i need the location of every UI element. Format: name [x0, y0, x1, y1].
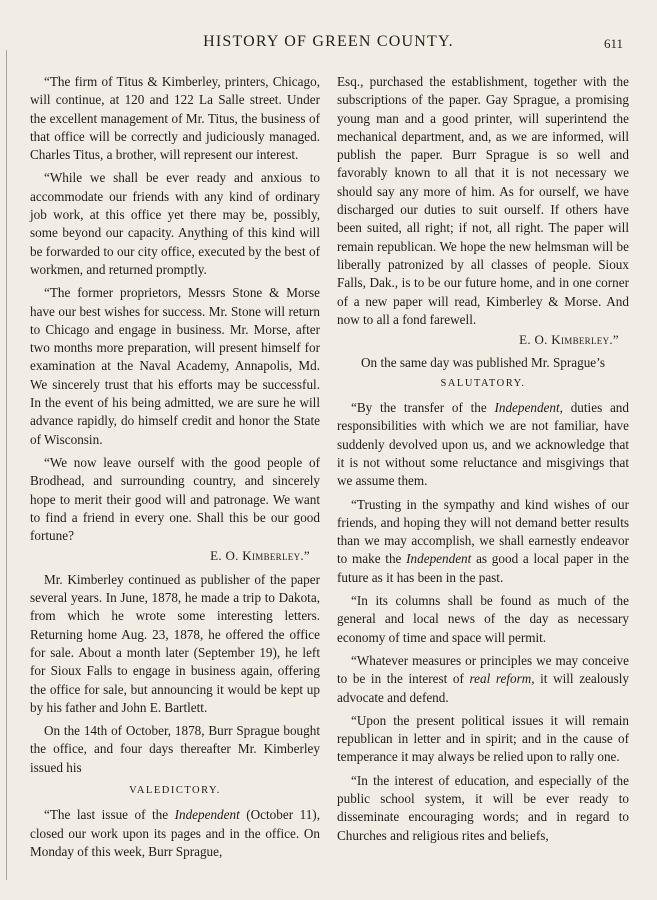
- paragraph: [30, 806, 320, 861]
- text-run: as good a local paper in the future as it has been in the past.: [337, 551, 629, 585]
- left-column: [30, 73, 320, 866]
- italic-title: Independent: [494, 400, 560, 416]
- paragraph: [337, 399, 629, 490]
- italic-title: Independent: [406, 551, 472, 567]
- paragraph: “The firm of Titus & Kimberley, printers, Chicago, will continue, at 120 and 122 La Salle street. Under the excellent management of Mr. Titus, the business of that office will be correctly and judiciously managed. Charles Titus, a brother, will represent our interest.: [30, 74, 320, 163]
- text-run: (October 11), closed our work upon its pages and in the office. On Monday of this week, Burr Sprague,: [30, 807, 320, 859]
- paragraph: “In its columns shall be found as much of the general and local news of the day as necessary economy of time and space will permit.: [337, 593, 629, 645]
- paragraph: On the 14th of October, 1878, Burr Sprague bought the office, and four days thereafter Mr. Kimberley issued his: [30, 723, 320, 775]
- paragraph: Mr. Kimberley continued as publisher of the paper several years. In June, 1878, he made a trip to Dakota, from which he wrote some interesting letters. Returning home Aug. 23, 1878, he offered the office for sale. About a month later (September 19), he left for Sioux Falls to engage in business again, offering the office for sale, but announcing it would be kept up by his father and John E. Bartlett.: [30, 571, 320, 715]
- paragraph: “Upon the present political issues it will remain republican in letter and in spirit; and in the cause of temperance it may always be relied upon to rally one.: [337, 712, 629, 765]
- signature: E. O. Kimberley.”: [519, 332, 619, 348]
- paragraph: “While we shall be ever ready and anxious to accommodate our friends with any kind of ordinary job work, at this office yet there may be, possibly, some beyond our capacity. Anything of this kind will be forwarded to our city office, executed by the best of workmen, and returned promptly.: [30, 170, 320, 277]
- text-run: “By the transfer of the: [351, 400, 495, 416]
- paragraph: On the same day was published Mr. Sprague’s: [361, 355, 605, 371]
- italic-title: Independent: [174, 807, 240, 823]
- italic-phrase: real reform: [469, 671, 532, 687]
- page-header: [0, 33, 657, 57]
- paragraph: “In the interest of education, and especially of the public school system, it will be ever ready to disseminate encouraging words; and in regard to Churches and religious rites and beliefs,: [337, 772, 629, 843]
- paragraph: “We now leave ourself with the good people of Brodhead, and surrounding country, and sincerely hope to merit their good will and patronage. We want to find a friend in every one. Shall this be our good fortune?: [30, 454, 320, 544]
- paragraph: [337, 652, 629, 707]
- paragraph: “The former proprietors, Messrs Stone & Morse have our best wishes for success. Mr. Stone will return to Chicago and engage in business. Mr. Morse, after two months more preparation, will present himself for examination at the Naval Academy, Annapolis, Md. We sincerely trust that his efforts may be successful. In the event of his being admitted, we are sure he will advance rapidly, do himself credit and honor the State of Wisconsin.: [30, 285, 320, 447]
- signature: E. O. Kimberley.”: [210, 548, 310, 564]
- running-title: HISTORY OF GREEN COUNTY.: [203, 33, 454, 50]
- paragraph: Esq., purchased the establishment, together with the subscriptions of the paper. Gay Sprague, a promising young man and a good printer, will superintend the mechanical department, and, as we are informed, will publish the paper. Burr Sprague is so well and favorably known to all that it is not necessary we should say any more of him. As for ourself, we have discharged our duties to suit ourself. If others have been suited, all right; if not, all right. The paper will remain republican. We hope the new helmsman will be liberally patronized by all classes of people. Sioux Falls, Dak., is to be our future home, and in one corner of a new paper will read, Kimberley & Morse. And now to all a fond farewell.: [337, 74, 629, 327]
- page-edge-rule: [6, 50, 7, 880]
- text-run: “Trusting in the sympathy and kind wishes of our friends, and hoping they will not demand better results than we may accomplish, we shall earnestly endeavor to make the: [337, 496, 629, 567]
- page-number: 611: [603, 36, 623, 51]
- text-run: , duties and responsibilities with which we are not familiar, have suddenly devolved upon us, and we acknowledge that it is not without some reluctance and misgivings that we assume them.: [337, 400, 629, 489]
- section-heading-valedictory: VALEDICTORY.: [129, 784, 221, 796]
- section-heading-salutatory: SALUTATORY.: [440, 377, 526, 389]
- text-run: , it will zealously advocate and defend.: [337, 671, 629, 705]
- paragraph: [337, 496, 629, 587]
- right-column: [337, 73, 629, 850]
- text-run: “The last issue of the: [44, 807, 175, 823]
- text-run: “Whatever measures or principles we may conceive to be in the interest of: [337, 652, 629, 687]
